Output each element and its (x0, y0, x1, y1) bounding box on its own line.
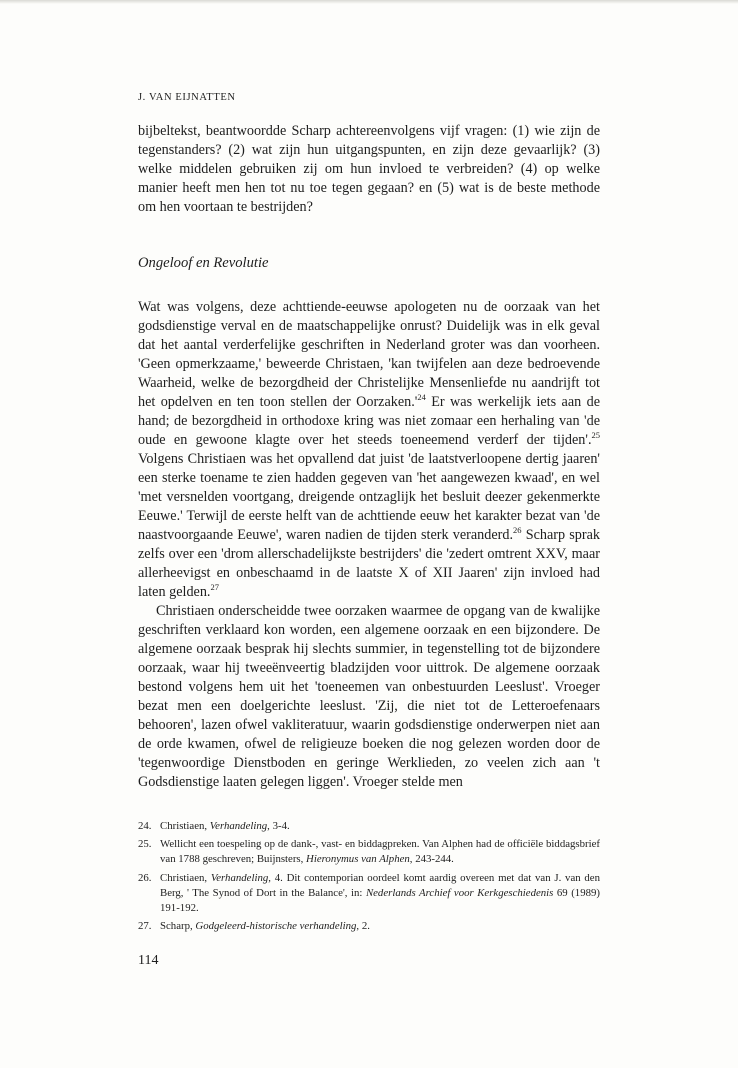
footnote-number: 27. (138, 920, 152, 933)
section-heading: Ongeloof en Revolutie (138, 255, 269, 271)
footnote-text: Christiaen, Verhandeling, 4. Dit contemporian oordeel komt aardig overeen met dat van J. van den Berg, ' The Synod of Dort in the Balance', in: Nederlands Archief voor Kerkgeschiedenis 69 (1989) 191-192. (160, 871, 600, 915)
footnote-text: Wellicht een toespeling op de dank-, vast- en biddagpreken. Van Alphen had de officiële biddagsbrief van 1788 geschreven; Buijnsters, Hieronymus van Alphen, 243-244. (160, 838, 600, 866)
footnote-number: 26. (138, 871, 152, 884)
footnote-number: 24. (138, 820, 152, 832)
footnote-ref-25[interactable]: 25 (591, 430, 600, 440)
footnote-number: 25. (138, 838, 152, 851)
footnote-25 (138, 837, 600, 867)
paragraph-1-part-4: Scharp sprak zelfs over een 'drom allerschadelijkste bestrijders' die 'zedert omtrent XXV, maar allerheevigst en onbeschaamd in de laatste X of XII Jaaren' zijn invloed had laten gelden. (138, 527, 600, 600)
footnote-title: Verhandeling (209, 820, 268, 832)
footnote-27 (138, 919, 600, 934)
footnote-text: Christiaen, Verhandeling, 3-4. (160, 820, 290, 832)
footnote-journal: Nederlands Archief voor Kerkgeschiedenis (365, 886, 554, 899)
paragraph-1-part-3: Volgens Christiaen was het opvallend dat juist 'de laatstverloopene dertig jaaren' een sterke toename te zien hadden gegeven van 'het aangewezen kwaad', en wel 'met versnelden voortgang, dreigende ontzaglijk het besluit deezer gekenmerkte Eeuwe.' Terwijl de eerste helft van de achttiende eeuw het karakter bezat van 'de naastvoorgaande Eeuwe', waren nadien de tijden sterk veranderd. (138, 451, 600, 543)
footnote-title: Godgeleerd-historische verhandeling (195, 920, 357, 933)
footnote-26 (138, 871, 600, 917)
intro-paragraph: bijbeltekst, beantwoordde Scharp achtereenvolgens vijf vragen: (1) wie zijn de tegenstanders? (2) wat zijn hun uitgangspunten, en zijn deze gevaarlijk? (3) welke middelen gebruiken zij om hun invloed te verbreiden? (4) op welke manier heeft men hen tot nu toe tegen gegaan? en (5) wat is de beste methode om hen voortaan te bestrijden? (138, 123, 600, 215)
page-edge (0, 0, 738, 4)
paragraph-1-part-2: Er was werkelijk iets aan de hand; de bezorgdheid in orthodoxe kring was niet zomaar een herhaling van 'de oude en gewoone klagte over het steeds toeneemend verderf der tijden'. (138, 394, 600, 448)
footnote-ref-24[interactable]: 24 (417, 392, 426, 402)
footnote-ref-26[interactable]: 26 (513, 525, 522, 535)
running-head: J. VAN EIJNATTEN (138, 92, 236, 103)
paragraph-2: Christiaen onderscheidde twee oorzaken waarmee de opgang van de kwalijke geschriften verklaard kon worden, een algemene oorzaak en een bijzondere. De algemene oorzaak besprak hij slechts summier, in tegenstelling tot de bijzondere oorzaak, waar hij tweeënveertig bladzijden voor uittrok. De algemene oorzaak bestond volgens hem uit het 'toeneemen van onbestuurden Leeslust'. Vroeger bezat men een doelgerichte leeslust. 'Zij, die niet tot de Letteroefenaars behooren', lazen ofwel vakliteratuur, waarin godsdienstige onderwerpen niet aan de orde kwamen, ofwel de religieuze boeken die nog gelezen worden door de 'tegenwoordige Dienstboden en geringe Werklieden, zo veelen zich aan 't Godsdienstige laaten gelegen liggen'. Vroeger stelde men (138, 603, 600, 790)
footnote-text: Scharp, Godgeleerd-historische verhandeling, 2. (160, 920, 370, 933)
body-text (138, 122, 600, 792)
footnote-title: Hieronymus van Alphen (306, 853, 410, 866)
footnote-24 (138, 819, 600, 834)
footnote-ref-27[interactable]: 27 (210, 582, 219, 592)
paragraph-1 (138, 298, 600, 602)
footnotes (138, 819, 600, 937)
page-number: 114 (138, 953, 159, 968)
paragraph-1-part-1: Wat was volgens, deze achttiende-eeuwse apologeten nu de oorzaak van het godsdienstige verval en de maatschappelijke onrust? Duidelijk was in elk geval dat het aantal verderfelijke geschriften in Nederland groter was dan voorheen. 'Geen opmerkzaame,' beweerde Christaen, 'kan twijfelen aan deze bedroevende Waarheid, welke de bezorgdheid der Christelijke Mensenliefde nu aandrijft tot het opdelven en ten toon stellen der Oorzaken.' (138, 299, 600, 410)
footnote-title: Verhandeling (210, 871, 269, 884)
